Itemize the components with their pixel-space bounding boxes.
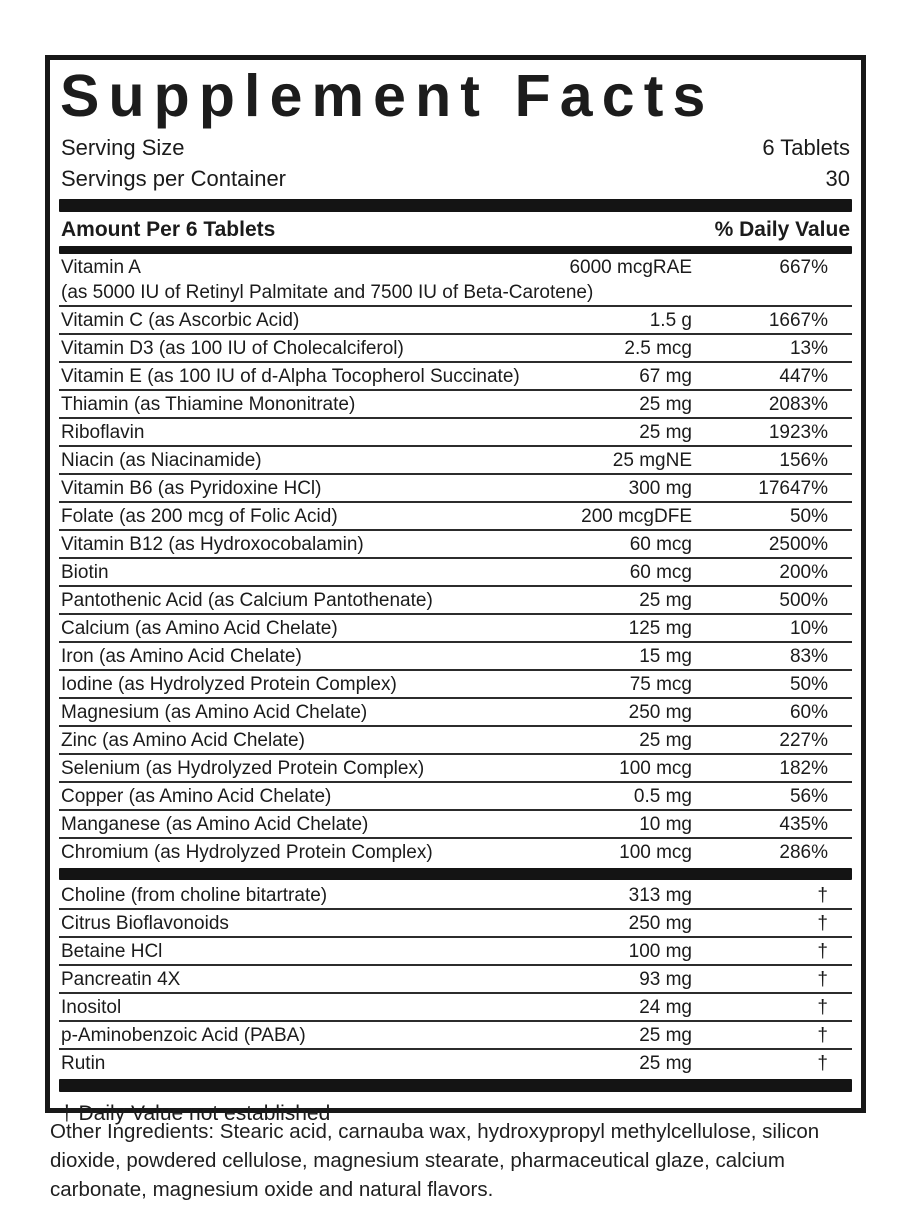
servings-per-container-value: 30 <box>825 166 850 192</box>
other-ingredients-text: Other Ingredients: Stearic acid, carnauba wax, hydroxypropyl methylcellulose, silicon dioxide, powdered cellulose, magnesium stearate, pharmaceutical glaze, calcium carbonate, magnesium oxide and natural flavors. <box>50 1120 820 1201</box>
table-row <box>59 531 852 559</box>
table-row <box>59 839 852 866</box>
nutrient-amount: 0.5 mg <box>633 786 692 808</box>
nutrient-daily-value: 13% <box>789 338 828 360</box>
nutrient-name: Copper (as Amino Acid Chelate) <box>61 786 332 808</box>
nutrient-name: Riboflavin <box>61 422 145 444</box>
table-row <box>59 699 852 727</box>
nutrient-daily-value: 17647% <box>758 478 828 500</box>
nutrient-daily-value: 435% <box>779 814 828 836</box>
nutrient-amount: 25 mg <box>639 1025 692 1047</box>
nutrient-amount: 25 mg <box>639 422 692 444</box>
nutrient-amount: 2.5 mcg <box>624 338 692 360</box>
nutrient-amount: 100 mcg <box>619 842 692 864</box>
nutrient-amount: 25 mg <box>639 1053 692 1075</box>
nutrient-daily-value: † <box>817 969 828 991</box>
nutrient-amount: 10 mg <box>639 814 692 836</box>
nutrient-amount: 250 mg <box>628 702 692 724</box>
nutrient-amount: 100 mg <box>628 941 692 963</box>
nutrient-amount: 25 mg <box>639 730 692 752</box>
nutrient-name: Rutin <box>61 1053 106 1075</box>
nutrient-name: Inositol <box>61 997 122 1019</box>
nutrient-daily-value: 50% <box>789 506 828 528</box>
nutrient-amount: 60 mcg <box>629 534 692 556</box>
nutrient-daily-value: † <box>817 941 828 963</box>
nutrient-daily-value: 2083% <box>768 394 828 416</box>
nutrient-name: Betaine HCl <box>61 941 163 963</box>
nutrient-daily-value: 83% <box>789 646 828 668</box>
servings-per-container-label: Servings per Container <box>61 166 287 192</box>
nutrient-daily-value: 1667% <box>768 310 828 332</box>
nutrient-amount: 93 mg <box>639 969 692 991</box>
nutrient-name: Vitamin A <box>61 257 141 279</box>
table-row <box>59 882 852 910</box>
table-row <box>59 1050 852 1077</box>
nutrient-amount: 75 mcg <box>629 674 692 696</box>
table-row <box>59 391 852 419</box>
servings-per-container-row <box>59 163 852 194</box>
nutrient-name: Folate (as 200 mcg of Folic Acid) <box>61 506 338 528</box>
nutrient-name: Vitamin E (as 100 IU of d-Alpha Tocopherol Succinate) <box>61 366 520 388</box>
nutrient-daily-value: 60% <box>789 702 828 724</box>
nutrient-name: Vitamin B12 (as Hydroxocobalamin) <box>61 534 364 556</box>
table-row <box>59 643 852 671</box>
nutrient-name: Iodine (as Hydrolyzed Protein Complex) <box>61 674 397 696</box>
nutrient-daily-value: † <box>817 1053 828 1075</box>
nutrient-daily-value: † <box>817 885 828 907</box>
nutrient-name: Vitamin D3 (as 100 IU of Cholecalciferol) <box>61 338 404 360</box>
nutrient-name: Niacin (as Niacinamide) <box>61 450 262 472</box>
nutrient-name: p-Aminobenzoic Acid (PABA) <box>61 1025 306 1047</box>
table-row <box>59 1022 852 1050</box>
supplement-facts-panel <box>45 55 866 1126</box>
nutrient-name: Thiamin (as Thiamine Mononitrate) <box>61 394 356 416</box>
nutrient-amount: 250 mg <box>628 913 692 935</box>
serving-size-row <box>59 132 852 163</box>
table-row <box>59 783 852 811</box>
nutrient-daily-value: 200% <box>779 562 828 584</box>
nutrient-daily-value: 447% <box>779 366 828 388</box>
table-row <box>59 363 852 391</box>
nutrient-amount: 300 mg <box>628 478 692 500</box>
nutrient-daily-value: 286% <box>779 842 828 864</box>
table-row <box>59 447 852 475</box>
nutrient-amount: 25 mgNE <box>612 450 692 472</box>
table-row <box>59 727 852 755</box>
nutrient-daily-value: 156% <box>779 450 828 472</box>
nutrient-daily-value: 1923% <box>768 422 828 444</box>
thick-divider-bar <box>59 199 852 212</box>
serving-size-value: 6 Tablets <box>762 135 850 161</box>
nutrient-amount: 313 mg <box>628 885 692 907</box>
daily-value-footnote: † Daily Value not established <box>61 1102 331 1126</box>
table-row <box>59 755 852 783</box>
table-row <box>59 966 852 994</box>
nutrient-name: Choline (from choline bitartrate) <box>61 885 328 907</box>
nutrient-name: Pantothenic Acid (as Calcium Pantothenate) <box>61 590 433 612</box>
nutrient-daily-value: 10% <box>789 618 828 640</box>
nutrient-amount: 15 mg <box>639 646 692 668</box>
table-row <box>59 910 852 938</box>
nutrient-daily-value: 50% <box>789 674 828 696</box>
table-row <box>59 254 852 307</box>
nutrient-daily-value: † <box>817 913 828 935</box>
nutrient-name: Citrus Bioflavonoids <box>61 913 229 935</box>
table-row <box>59 559 852 587</box>
nutrient-amount: 24 mg <box>639 997 692 1019</box>
nutrient-name: Magnesium (as Amino Acid Chelate) <box>61 702 368 724</box>
nutrient-amount: 25 mg <box>639 394 692 416</box>
nutrient-daily-value: 2500% <box>768 534 828 556</box>
nutrient-daily-value: † <box>817 1025 828 1047</box>
nutrient-table-section-1 <box>59 254 852 866</box>
table-header-row <box>59 212 852 246</box>
table-row <box>59 503 852 531</box>
table-row <box>59 475 852 503</box>
thick-divider-bar <box>59 246 852 254</box>
table-row <box>59 994 852 1022</box>
table-row <box>59 335 852 363</box>
nutrient-amount: 25 mg <box>639 590 692 612</box>
nutrient-source-note: (as 5000 IU of Retinyl Palmitate and 7500 IU of Beta-Carotene) <box>61 282 594 304</box>
nutrient-table-section-2 <box>59 882 852 1077</box>
nutrient-amount: 1.5 g <box>649 310 692 332</box>
table-row <box>59 587 852 615</box>
table-row <box>59 307 852 335</box>
nutrient-daily-value: 182% <box>779 758 828 780</box>
nutrient-daily-value: † <box>817 997 828 1019</box>
amount-per-serving-header: Amount Per 6 Tablets <box>61 218 276 242</box>
serving-size-label: Serving Size <box>61 135 185 161</box>
nutrient-name: Vitamin C (as Ascorbic Acid) <box>61 310 300 332</box>
nutrient-daily-value: 56% <box>789 786 828 808</box>
nutrient-name: Iron (as Amino Acid Chelate) <box>61 646 302 668</box>
panel-title: Supplement Facts <box>60 63 715 129</box>
nutrient-name: Pancreatin 4X <box>61 969 181 991</box>
nutrient-name: Calcium (as Amino Acid Chelate) <box>61 618 338 640</box>
table-row <box>59 671 852 699</box>
nutrient-name: Biotin <box>61 562 109 584</box>
nutrient-name: Selenium (as Hydrolyzed Protein Complex) <box>61 758 425 780</box>
thick-divider-bar <box>59 1079 852 1092</box>
nutrient-amount: 200 mcgDFE <box>581 506 692 528</box>
nutrient-name: Vitamin B6 (as Pyridoxine HCl) <box>61 478 322 500</box>
nutrient-amount: 100 mcg <box>619 758 692 780</box>
nutrient-name: Zinc (as Amino Acid Chelate) <box>61 730 305 752</box>
table-row <box>59 811 852 839</box>
table-row <box>59 938 852 966</box>
nutrient-amount: 60 mcg <box>629 562 692 584</box>
table-row <box>59 615 852 643</box>
nutrient-amount: 6000 mcgRAE <box>569 257 692 279</box>
nutrient-name: Manganese (as Amino Acid Chelate) <box>61 814 369 836</box>
percent-daily-value-header: % Daily Value <box>714 218 850 242</box>
thick-divider-bar <box>59 868 852 880</box>
nutrient-daily-value: 227% <box>779 730 828 752</box>
table-row <box>59 419 852 447</box>
nutrient-amount: 67 mg <box>639 366 692 388</box>
nutrient-daily-value: 667% <box>779 257 828 279</box>
nutrient-daily-value: 500% <box>779 590 828 612</box>
nutrient-amount: 125 mg <box>628 618 692 640</box>
nutrient-name: Chromium (as Hydrolyzed Protein Complex) <box>61 842 433 864</box>
